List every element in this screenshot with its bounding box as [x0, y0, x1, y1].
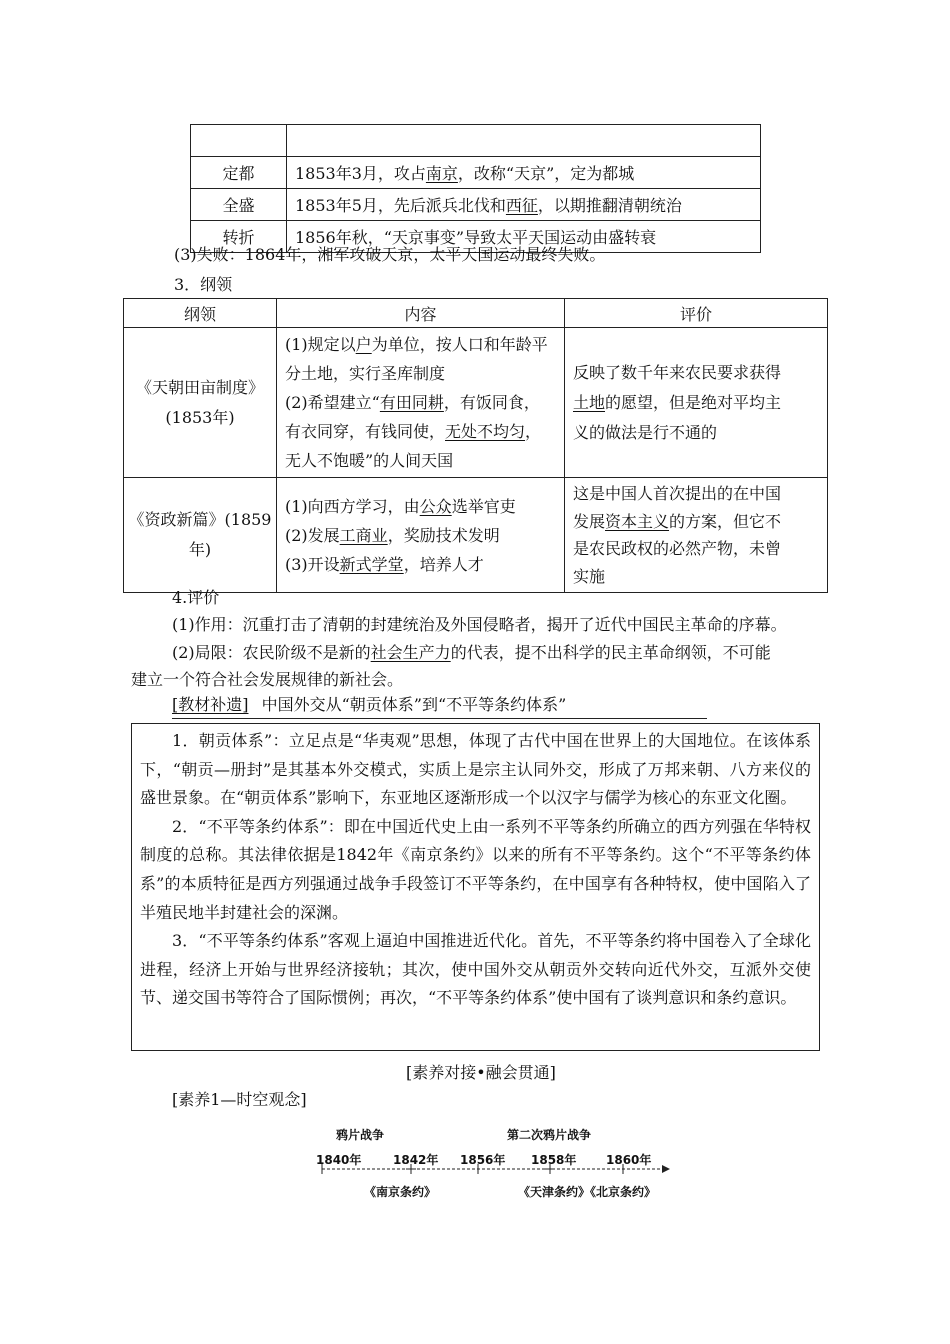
supplement-heading: [172, 692, 707, 719]
program-name: 《资政新篇》(1859: [128, 510, 272, 529]
underlined-term: 公众: [419, 496, 452, 516]
program-name-cell: [124, 328, 277, 478]
process-table: [190, 124, 761, 253]
column-header: 评价: [565, 299, 828, 328]
text: ，: [525, 422, 542, 441]
war-label: 鸦片战争: [336, 1128, 385, 1142]
treaty-label: 《南京条约》: [364, 1185, 437, 1199]
evaluation-limit-cont: 建立一个符合社会发展规律的新社会。: [131, 670, 404, 689]
underlined-term: 西征: [505, 196, 538, 215]
eval-line: 反映了数千年来农民要求获得: [573, 362, 782, 382]
table-header-row: [124, 299, 828, 328]
cell-text: ，改称“天京”，定为都城: [457, 164, 635, 183]
text: ，培养人才: [403, 554, 484, 574]
table-row: [191, 157, 761, 189]
underlined-term: 资本主义: [605, 511, 670, 531]
content-line: 分土地，实行圣库制度: [285, 364, 446, 383]
underlined-term: 社会生产力: [370, 643, 451, 662]
eval-line: 实施: [573, 566, 606, 586]
cell-text: 1853年5月，先后派兵北伐和: [295, 196, 506, 215]
underlined-term: 户: [355, 335, 372, 354]
column-header: 纲领: [124, 299, 277, 328]
text: 选举官吏: [451, 496, 516, 516]
program-name-cell: [124, 478, 277, 593]
year-label: 1840年: [316, 1153, 362, 1167]
text: 发展: [573, 511, 606, 531]
year-label: 1858年: [531, 1153, 577, 1167]
eval-line: [573, 388, 819, 418]
program-name: 《天朝田亩制度》: [135, 377, 264, 397]
text: (2)局限：农民阶级不是新的: [172, 643, 371, 662]
text: (1)规定以: [285, 335, 356, 354]
content-line: [285, 388, 556, 417]
text: ，有饭同食，: [443, 393, 540, 412]
year-label: 1842年: [393, 1153, 439, 1167]
evaluation-limit: [172, 638, 771, 668]
content-line: [285, 330, 556, 359]
year-label: 1856年: [460, 1153, 506, 1167]
section-4-title: 4.评价: [172, 588, 220, 607]
content-line: [285, 550, 556, 579]
supplement-paragraph: 3．“不平等条约体系”客观上逼迫中国推进近代化。首先，不平等条约将中国卷入了全球化进程，经济上开始与世界经济接轨；其次，使中国外交从朝贡外交转向近代外交，互派外交使节、递交国书等符合了国际惯例；再次，“不平等条约体系”使中国有了谈判意识和条约意识。: [140, 931, 811, 1008]
text: (3)开设: [285, 554, 340, 574]
program-year: 年): [188, 540, 212, 559]
text: 有衣同穿，有钱同使，: [285, 422, 446, 441]
text: (2)希望建立“: [285, 393, 380, 412]
timeline: [300, 1120, 700, 1200]
eval-line: 这是中国人首次提出的在中国: [573, 484, 782, 503]
program-content-cell: [277, 328, 565, 478]
eval-line: [573, 508, 819, 536]
timeline-axis: [300, 1162, 700, 1182]
table-row: [124, 478, 828, 593]
text: 为单位，按人口和年龄平: [371, 335, 548, 354]
text: 的愿望，但是绝对平均主: [605, 392, 782, 412]
underlined-term: 有田同耕: [379, 393, 444, 412]
underlined-term: 南京: [425, 164, 458, 183]
cell-text: 1856年秋，“天京事变”导致太平天国运动由盛转衰: [295, 228, 657, 247]
program-content-cell: [277, 478, 565, 593]
supplement-title: 中国外交从“朝贡体系”到“不平等条约体系”: [261, 695, 567, 714]
table-cell: [287, 157, 761, 189]
war-label: 第二次鸦片战争: [507, 1128, 592, 1142]
program-year: (1853年): [165, 407, 235, 427]
section-heading: [素养对接•融会贯通]: [406, 1063, 556, 1082]
text: (2)发展: [285, 525, 340, 545]
text: 的代表，提不出科学的民主革命纲领，不可能: [450, 643, 771, 662]
content-line: [285, 417, 556, 446]
eval-line: 是农民政权的必然产物，未曾: [573, 539, 782, 558]
evaluation-effect: (1)作用：沉重打击了清朝的封建统治及外国侵略者，揭开了近代中国民主革命的序幕。: [172, 615, 787, 634]
table-cell: 转折: [191, 221, 287, 253]
program-evaluation-cell: [565, 478, 828, 593]
supplement-paragraph: 1．朝贡体系”：立足点是“华夷观”思想，体现了古代中国在世界上的大国地位。在该体系下，“朝贡—册封”是其基本外交模式，实质上是宗主认同外交，形成了万邦来朝、八方来仪的盛世景象。在“朝贡体系”影响下，东亚地区逐渐形成一个以汉字与儒学为核心的东亚文化圈。: [140, 731, 811, 808]
content-line: [285, 521, 556, 550]
table-row: [191, 125, 761, 157]
table-row: [191, 189, 761, 221]
year-label: 1860年: [606, 1153, 652, 1167]
table-row: [124, 328, 828, 478]
eval-line: 义的做法是行不通的: [573, 422, 718, 442]
supplement-box: [131, 723, 820, 1051]
literacy-title: [素养1—时空观念]: [172, 1090, 307, 1109]
column-header: 内容: [277, 299, 565, 328]
underlined-term: 土地: [573, 392, 606, 412]
content-line: 无人不饱暖”的人间天国: [285, 451, 454, 470]
text: ，奖励技术发明: [387, 525, 500, 545]
table-cell: 全盛: [191, 189, 287, 221]
text: 的方案，但它不: [669, 511, 782, 531]
cell-text: 1853年3月，攻占: [295, 164, 426, 183]
underlined-term: 新式学堂: [339, 554, 404, 574]
table-cell: [191, 125, 287, 157]
text: (1)向西方学习，由: [285, 496, 420, 516]
underlined-term: 工商业: [339, 525, 388, 545]
failure-line: (3)失败：1864年，湘军攻破天京，太平天国运动最终失败。: [174, 245, 606, 264]
content-line: [285, 492, 556, 521]
cell-text: ，以期推翻清朝统治: [537, 196, 682, 215]
table-cell: 定都: [191, 157, 287, 189]
table-cell: [287, 189, 761, 221]
program-table: [123, 298, 828, 593]
program-evaluation-cell: [565, 328, 828, 478]
underlined-term: 无处不均匀: [445, 422, 526, 441]
supplement-paragraph: 2．“不平等条约体系”：即在中国近代史上由一系列不平等条约所确立的西方列强在华特权制度的总称。其法律依据是1842年《南京条约》以来的所有不平等条约。这个“不平等条约体系”的本质特征是西方列强通过战争手段签订不平等条约，在中国享有各种特权，使中国陷入了半殖民地半封建社会的深渊。: [140, 816, 811, 922]
treaty-label: 《天津条约》《北京条约》: [518, 1185, 657, 1199]
supplement-tag: [教材补遗]: [172, 695, 249, 714]
table-cell: [287, 125, 761, 157]
section-3-title: 3．纲领: [174, 275, 233, 294]
